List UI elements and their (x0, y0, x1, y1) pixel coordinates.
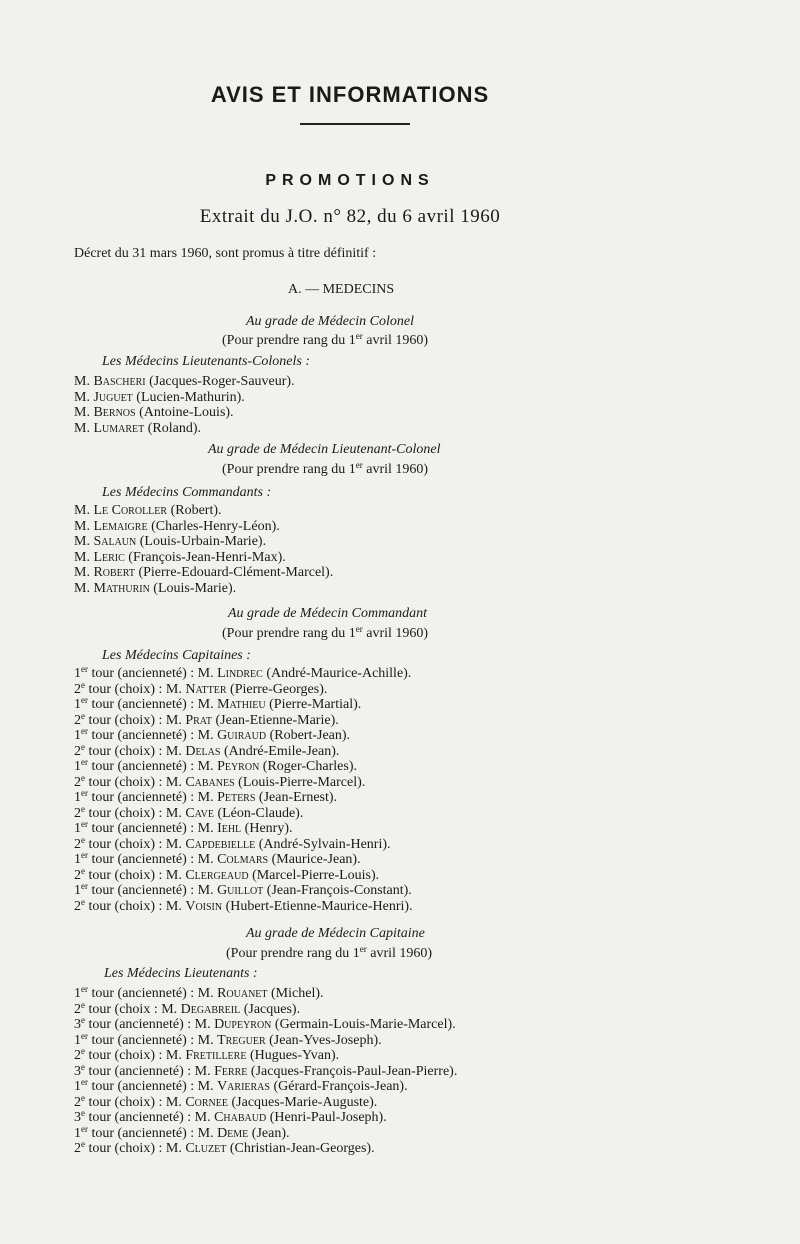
officer-surname: Ferre (214, 1063, 248, 1079)
officer-given-names: (Gérard-François-Jean). (269, 1079, 408, 1094)
entry-prefix: M. (74, 565, 94, 580)
officer-given-names: (Robert). (167, 503, 222, 518)
officer-given-names: (Jean-François-Constant). (263, 883, 412, 898)
entry-prefix: 2e tour (choix) : M. (74, 1046, 186, 1063)
part-heading: A. — MEDECINS (288, 282, 395, 297)
promotion-entry (74, 519, 333, 535)
promotion-entry (74, 999, 457, 1018)
officer-given-names: (Robert-Jean). (266, 728, 351, 743)
officer-surname: Leric (93, 549, 125, 565)
entry-prefix: M. (74, 374, 94, 389)
entry-prefix: 2e tour (choix) : M. (74, 834, 186, 852)
promotion-entry (74, 883, 413, 899)
officer-given-names: (Pierre-Edouard-Clément-Marcel). (134, 565, 334, 580)
entry-prefix: M. (74, 534, 94, 549)
grade-heading: Au grade de Médecin Lieutenant-Colonel (208, 442, 441, 457)
officer-given-names: (Pierre-Martial). (265, 697, 362, 712)
officer-surname: Bascheri (93, 374, 146, 389)
entry-prefix: 2e tour (choix) : M. (74, 741, 186, 759)
grade-heading: Au grade de Médecin Commandant (228, 606, 428, 621)
officer-given-names: (Jacques-Roger-Sauveur). (145, 374, 295, 389)
officer-given-names: (André-Maurice-Achille). (262, 666, 412, 681)
entry-prefix: 3e tour (ancienneté) : M. (74, 1061, 215, 1079)
officer-surname: Varieras (217, 1079, 270, 1094)
entry-prefix: 2e tour (choix) : M. (74, 679, 186, 697)
entry-prefix: 2e tour (choix) : M. (74, 710, 186, 728)
promotion-entry (74, 421, 295, 437)
promotion-entry (74, 852, 413, 868)
promotion-entry (74, 821, 413, 837)
entry-prefix: 2e tour (choix) : M. (74, 803, 186, 821)
entry-prefix: 2e tour (choix) : M. (74, 1092, 186, 1110)
promotion-entry (74, 390, 295, 406)
section-heading: PROMOTIONS (265, 172, 435, 189)
officer-surname: Cave (185, 805, 214, 821)
promotion-entry (74, 896, 413, 915)
officer-given-names: (Hugues-Yvan). (246, 1048, 340, 1063)
entry-prefix: 1er tour (ancienneté) : M. (74, 695, 218, 712)
promotion-entry (74, 405, 295, 421)
entry-prefix: 3e tour (ancienneté) : M. (74, 1108, 215, 1125)
officer-given-names: (Christian-Jean-Georges). (226, 1141, 375, 1156)
promotion-entry (74, 865, 413, 884)
promotion-entry (74, 1141, 457, 1157)
grade-heading: Au grade de Médecin Colonel (246, 314, 414, 329)
from-rank: Les Médecins Lieutenants : (104, 966, 258, 981)
title-rule (300, 123, 410, 125)
promotion-entry (74, 679, 413, 698)
officer-surname: Lindrec (217, 666, 263, 681)
officer-given-names: (Louis-Urbain-Marie). (136, 534, 267, 549)
rank-date: (Pour prendre rang du 1er avril 1960) (226, 944, 433, 961)
entry-prefix: 1er tour (ancienneté) : M. (74, 819, 218, 836)
entry-prefix: 1er tour (ancienneté) : M. (74, 984, 218, 1001)
officer-given-names: (André-Emile-Jean). (220, 743, 340, 759)
officer-surname: Cluzet (185, 1141, 227, 1156)
promotion-entry (74, 759, 413, 775)
officer-surname: Bernos (93, 405, 136, 420)
promotion-entry (74, 1110, 457, 1126)
promotion-entry (74, 1123, 457, 1142)
page-title: AVIS ET INFORMATIONS (210, 82, 490, 107)
promotion-entry (74, 834, 413, 853)
officer-surname: Guillot (217, 883, 264, 898)
promotion-entry (74, 1092, 457, 1111)
promotion-entry (74, 803, 413, 822)
promotion-entry (74, 986, 457, 1002)
entry-prefix: 1er tour (ancienneté) : M. (74, 757, 218, 774)
officer-given-names: (Pierre-Georges). (226, 681, 328, 697)
officer-surname: Guiraud (217, 728, 267, 743)
officer-surname: Lemaigre (93, 518, 148, 534)
entry-prefix: 2e tour (choix) : M. (74, 896, 186, 914)
officer-given-names: (Henry). (241, 821, 293, 836)
promotion-entry (74, 710, 413, 729)
entry-prefix: M. (74, 389, 94, 405)
promotion-entry (74, 741, 413, 760)
entry-prefix: 1er tour (ancienneté) : M. (74, 664, 218, 681)
officer-surname: Salaun (93, 534, 137, 549)
officer-given-names: (Lucien-Mathurin). (132, 389, 245, 405)
officer-given-names: (Charles-Henry-Léon). (147, 518, 280, 534)
entry-prefix: M. (74, 405, 94, 420)
promotion-list (74, 986, 457, 1157)
officer-surname: Dupeyron (214, 1017, 272, 1032)
officer-surname: Voisin (185, 898, 223, 914)
officer-surname: Mathieu (217, 697, 266, 712)
promotion-list (74, 374, 295, 436)
entry-prefix: 2e tour (choix) : M. (74, 865, 186, 883)
officer-given-names: (Jean-Ernest). (255, 790, 338, 805)
officer-surname: Iehl (217, 821, 242, 836)
officer-given-names: (Maurice-Jean). (268, 852, 361, 867)
promotion-entry (74, 1030, 457, 1049)
entry-prefix: 1er tour (ancienneté) : M. (74, 1123, 218, 1141)
rank-date: (Pour prendre rang du 1er avril 1960) (222, 624, 429, 641)
officer-given-names: (François-Jean-Henri-Max). (124, 549, 286, 565)
officer-given-names: (Louis-Marie). (149, 580, 237, 596)
entry-prefix: M. (74, 503, 94, 518)
officer-surname: Capdebielle (185, 836, 256, 852)
promotion-entry (74, 697, 413, 713)
officer-surname: Treguer (217, 1032, 266, 1048)
from-rank: Les Médecins Commandants : (102, 485, 272, 500)
officer-surname: Natter (185, 681, 227, 697)
officer-given-names: (Michel). (267, 986, 324, 1001)
from-rank: Les Médecins Capitaines : (102, 648, 251, 663)
entry-prefix: M. (74, 420, 94, 436)
officer-surname: Cabanes (185, 774, 235, 790)
officer-surname: Chabaud (214, 1110, 267, 1125)
promotion-entry (74, 772, 413, 791)
entry-prefix: 2e tour (choix) : M. (74, 1139, 186, 1156)
officer-surname: Degabreil (180, 1001, 241, 1017)
officer-surname: Prat (185, 712, 213, 728)
officer-given-names: (Hubert-Etienne-Maurice-Henri). (222, 898, 413, 914)
entry-prefix: 1er tour (ancienneté) : M. (74, 788, 218, 805)
officer-surname: Colmars (217, 852, 269, 867)
officer-given-names: (Jacques-Marie-Auguste). (228, 1094, 378, 1110)
entry-prefix: 1er tour (ancienneté) : M. (74, 1030, 218, 1048)
officer-given-names: (André-Sylvain-Henri). (255, 836, 391, 852)
officer-given-names: (Louis-Pierre-Marcel). (234, 774, 366, 790)
officer-surname: Rouanet (217, 986, 268, 1001)
entry-prefix: 1er tour (ancienneté) : M. (74, 881, 218, 898)
rank-date: (Pour prendre rang du 1er avril 1960) (222, 460, 429, 477)
officer-surname: Juguet (93, 389, 133, 405)
officer-given-names: (Jacques). (240, 1001, 301, 1017)
entry-prefix: 2e tour (choix : M. (74, 999, 181, 1017)
officer-surname: Deme (217, 1125, 249, 1141)
officer-surname: Peters (217, 790, 256, 805)
officer-given-names: (Léon-Claude). (213, 805, 304, 821)
officer-given-names: (Germain-Louis-Marie-Marcel). (271, 1017, 456, 1032)
officer-given-names: (Roland). (144, 420, 201, 436)
grade-heading: Au grade de Médecin Capitaine (246, 926, 425, 941)
entry-prefix: M. (74, 549, 94, 565)
promotion-entry (74, 550, 333, 566)
promotion-entry (74, 790, 413, 806)
journal-extract: Extrait du J.O. n° 82, du 6 avril 1960 (199, 206, 501, 227)
entry-prefix: 1er tour (ancienneté) : M. (74, 726, 218, 743)
promotion-entry (74, 728, 413, 744)
officer-surname: Delas (185, 743, 221, 759)
officer-given-names: (Jacques-François-Paul-Jean-Pierre). (247, 1063, 458, 1079)
rank-date: (Pour prendre rang du 1er avril 1960) (222, 331, 429, 348)
entry-prefix: M. (74, 518, 94, 534)
entry-prefix: 3e tour (ancienneté) : M. (74, 1015, 215, 1032)
decree-line: Décret du 31 mars 1960, sont promus à titre définitif : (74, 246, 377, 261)
officer-given-names: (Henri-Paul-Joseph). (266, 1110, 387, 1125)
promotion-list (74, 666, 413, 914)
officer-surname: Le Coroller (93, 503, 168, 518)
promotion-entry (74, 666, 413, 682)
promotion-entry (74, 534, 333, 550)
officer-surname: Fretillere (185, 1048, 247, 1063)
officer-given-names: (Roger-Charles). (259, 759, 357, 774)
promotion-entry (74, 1017, 457, 1033)
officer-given-names: (Marcel-Pierre-Louis). (248, 867, 380, 883)
promotion-entry (74, 565, 333, 581)
promotion-entry (74, 1079, 457, 1095)
officer-surname: Cornee (185, 1094, 228, 1110)
officer-given-names: (Jean-Etienne-Marie). (212, 712, 339, 728)
officer-surname: Clergeaud (185, 867, 249, 883)
officer-surname: Robert (93, 565, 135, 580)
officer-given-names: (Antoine-Louis). (135, 405, 234, 420)
promotion-list (74, 503, 333, 596)
promotion-entry (74, 581, 333, 597)
officer-given-names: (Jean-Yves-Joseph). (265, 1032, 382, 1048)
from-rank: Les Médecins Lieutenants-Colonels : (102, 354, 311, 369)
officer-surname: Peyron (217, 759, 260, 774)
entry-prefix: 1er tour (ancienneté) : M. (74, 1077, 218, 1094)
officer-given-names: (Jean). (248, 1125, 290, 1141)
promotion-entry (74, 374, 295, 390)
promotion-entry (74, 503, 333, 519)
entry-prefix: M. (74, 580, 94, 596)
entry-prefix: 2e tour (choix) : M. (74, 772, 186, 790)
officer-surname: Lumaret (93, 420, 145, 436)
promotion-entry (74, 1061, 458, 1080)
entry-prefix: 1er tour (ancienneté) : M. (74, 850, 218, 867)
officer-surname: Mathurin (93, 580, 150, 596)
promotion-entry (74, 1048, 457, 1064)
